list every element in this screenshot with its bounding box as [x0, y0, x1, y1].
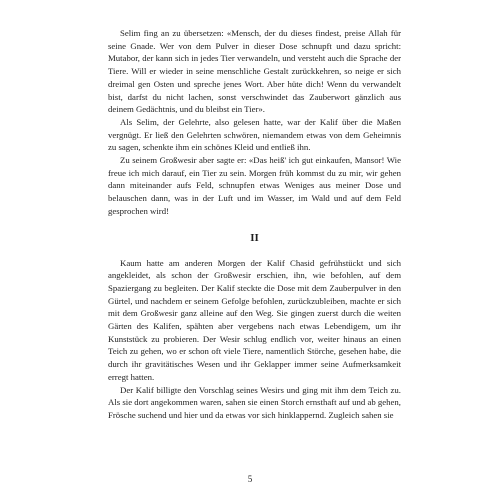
paragraph-grand-vizier: Zu seinem Großwesir aber sagte er: «Das heiß' ich gut einkaufen, Mansor! Wie freue ich mich darauf, ein Tier zu sein. Morgen früh kommst du zu mir, wir gehen dann miteinander aufs Feld, schnupfen etwas Weniges aus meiner Dose und belauschen dann, was in der Luft und im Wasser, im Wald und auf dem Feld gesprochen wird!: [108, 155, 401, 216]
section-heading: II: [250, 231, 259, 244]
page-number: 5: [247, 474, 253, 484]
paragraph-caliph-pleased: Als Selim, der Gelehrte, also gelesen hatte, war der Kalif über die Maßen vergnügt. Er ließ den Gelehrten schwören, niemandem etwas von dem Geheimnis zu sagen, schenkte ihm ein schönes Kleid und entließ ihn.: [108, 116, 401, 153]
paragraph-selim-translation: Selim fing an zu übersetzen: «Mensch, der du dieses findest, preise Allah für seine Gnade. Wer von dem Pulver in dieser Dose schnupft und dazu spricht: Mutabor, der kann sich in jedes Tier verwandeln, und versteht auch die Sprache der Tiere. Will er wieder in seine menschliche Gestalt zurückkehren, so neige er sich dreimal gen Osten und spreche jenes Wort. Aber hüte dich! Wenn du verwandelt bist, darfst du nicht lachen, sonst verschwindet das Zauberwort gänzlich aus deinem Gedächtnis, und du bleibst ein Tier».: [108, 28, 401, 115]
paragraph-next-morning: Kaum hatte am anderen Morgen der Kalif Chasid gefrühstückt und sich angekleidet, als schon der Großwesir erschien, ihn, wie befohlen, auf dem Spaziergang zu begleiten. Der Kalif steckte die Dose mit dem Zauberpulver in den Gürtel, und nachdem er seinem Gefolge befohlen, zurückzubleiben, machte er sich mit dem Großwesir ganz alleine auf den Weg. Sie gingen zuerst durch die weiten Gärten des Kalifen, spähten aber vergebens nach etwas Lebendigem, um ihr Kunststück zu probieren. Der Wesir schlug endlich vor, weiter hinaus an einen Teich zu gehen, wo er schon oft viele Tiere, namentlich Störche, gesehen habe, die durch ihr gravitätisches Wesen und ihr Geklapper immer seine Aufmerksamkeit erregt hatten.: [108, 257, 401, 382]
book-page-text: [108, 27, 401, 422]
paragraph-stork-pond: Der Kalif billigte den Vorschlag seines Wesirs und ging mit ihm dem Teich zu. Als sie dort angekommen waren, sahen sie einen Storch ernsthaft auf und ab gehen, Frösche suchend und hier und da etwas vor sich hinklappernd. Zugleich sahen sie: [108, 384, 401, 420]
